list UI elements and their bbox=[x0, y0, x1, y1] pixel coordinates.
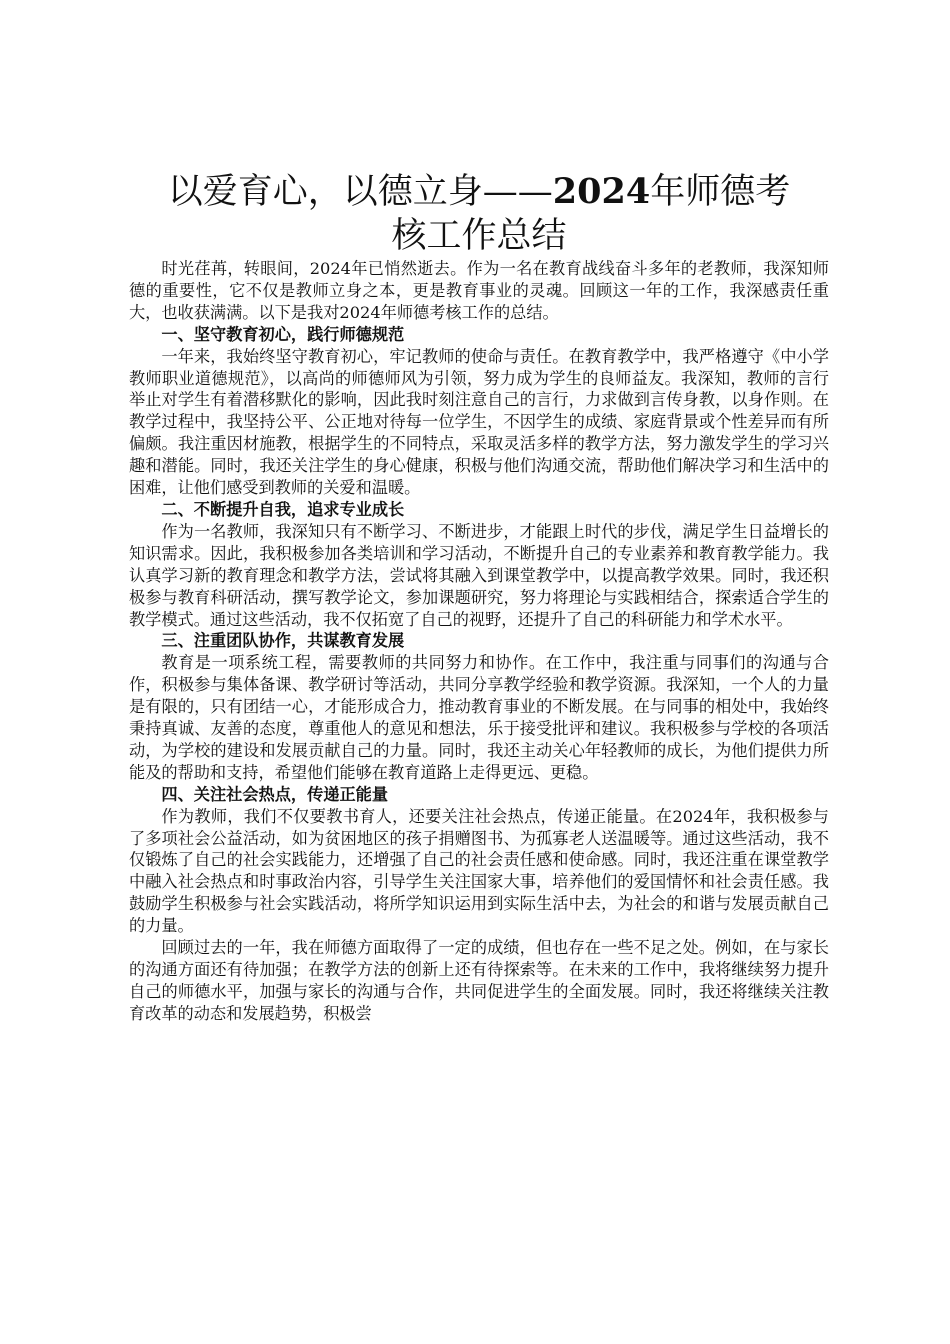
section-3-heading: 三、注重团队协作，共谋教育发展 bbox=[161, 631, 405, 651]
section-1-heading: 一、坚守教育初心，践行师德规范 bbox=[161, 324, 405, 344]
document-page bbox=[129, 170, 829, 1025]
section-2-body: 作为一名教师，我深知只有不断学习、不断进步，才能跟上时代的步伐，满足学生日益增长的知识需求。因此，我积极参加各类培训和学习活动，不断提升自己的专业素养和教育教学能力。我认真学习新的教育理念和教学方法，尝试将其融入到课堂教学中，以提高教学效果。同时，我还积极参与教育科研活动，撰写教学论文，参加课题研究，努力将理论与实践相结合，探索适合学生的教学模式。通过这些活动，我不仅拓宽了自己的视野，还提升了自己的科研能力和学术水平。 bbox=[129, 521, 829, 629]
section-2-heading: 二、不断提升自我，追求专业成长 bbox=[161, 499, 405, 519]
intro-paragraph: 时光荏苒，转眼间，2024年已悄然逝去。作为一名在教育战线奋斗多年的老教师，我深知师德的重要性，它不仅是教师立身之本，更是教育事业的灵魂。回顾这一年的工作，我深感责任重大，也收获满满。以下是我对2024年师德考核工作的总结。 bbox=[129, 259, 829, 322]
section-4-heading: 四、关注社会热点，传递正能量 bbox=[161, 784, 389, 804]
document-title bbox=[129, 170, 829, 258]
title-part-a: 以爱育心，以德立身—— bbox=[167, 172, 553, 212]
title-part-b: 年师德考核工作总结 bbox=[391, 172, 791, 256]
title-year: 2024 bbox=[552, 171, 651, 212]
section-1-body: 一年来，我始终坚守教育初心，牢记教师的使命与责任。在教育教学中，我严格遵守《中小学教师职业道德规范》，以高尚的师德师风为引领，努力成为学生的良师益友。我深知，教师的言行举止对学生有着潜移默化的影响，因此我时刻注意自己的言行，力求做到言传身教，以身作则。在教学过程中，我坚持公平、公正地对待每一位学生，不因学生的成绩、家庭背景或个性差异而有所偏颇。我注重因材施教，根据学生的不同特点，采取灵活多样的教学方法，努力激发学生的学习兴趣和潜能。同时，我还关注学生的身心健康，积极与他们沟通交流，帮助他们解决学习和生活中的困难，让他们感受到教师的关爱和温暖。 bbox=[129, 346, 829, 498]
section-4-body: 作为教师，我们不仅要教书育人，还要关注社会热点，传递正能量。在2024年，我积极参与了多项社会公益活动，如为贫困地区的孩子捐赠图书、为孤寡老人送温暖等。通过这些活动，我不仅锻炼了自己的社会实践能力，还增强了自己的社会责任感和使命感。同时，我还注重在课堂教学中融入社会热点和时事政治内容，引导学生关注国家大事，培养他们的爱国情怀和社会责任感。我鼓励学生积极参与社会实践活动，将所学知识运用到实际生活中去，为社会的和谐与发展贡献自己的力量。 bbox=[129, 806, 829, 936]
section-3-body: 教育是一项系统工程，需要教师的共同努力和协作。在工作中，我注重与同事们的沟通与合作，积极参与集体备课、教学研讨等活动，共同分享教学经验和教学资源。我深知，一个人的力量是有限的，只有团结一心，才能形成合力，推动教育事业的不断发展。在与同事的相处中，我始终秉持真诚、友善的态度，尊重他人的意见和想法，乐于接受批评和建议。我积极参与学校的各项活动，为学校的建设和发展贡献自己的力量。同时，我还主动关心年轻教师的成长，为他们提供力所能及的帮助和支持，希望他们能够在教育道路上走得更远、更稳。 bbox=[129, 653, 829, 782]
closing-paragraph: 回顾过去的一年，我在师德方面取得了一定的成绩，但也存在一些不足之处。例如，在与家长的沟通方面还有待加强；在教学方法的创新上还有待探索等。在未来的工作中，我将继续努力提升自己的师德水平，加强与家长的沟通与合作，共同促进学生的全面发展。同时，我还将继续关注教育改革的动态和发展趋势，积极尝 bbox=[129, 938, 829, 1023]
